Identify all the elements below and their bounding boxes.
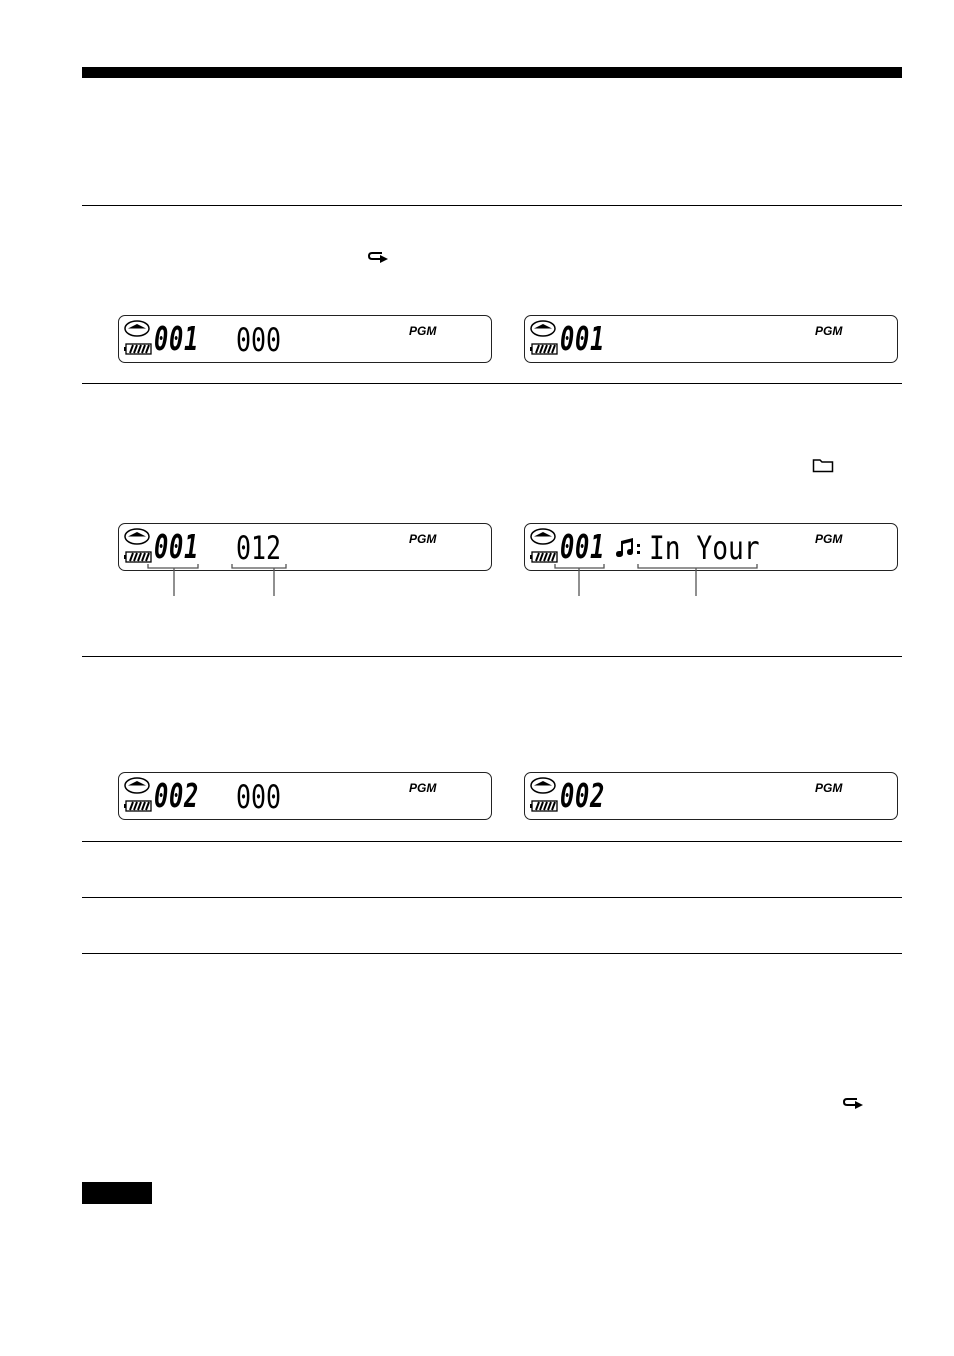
track-number: 001 (560, 527, 606, 566)
disc-icon (530, 320, 556, 337)
lcd-display (118, 315, 492, 363)
repeat-icon (368, 250, 390, 266)
track-count: 000 (236, 321, 282, 359)
callout-brackets (140, 563, 310, 597)
track-number: 002 (154, 776, 200, 815)
lcd-display (524, 315, 898, 363)
track-number: 001 (154, 319, 200, 358)
callout-brackets (548, 563, 768, 597)
battery-icon (530, 551, 558, 563)
disc-icon (530, 528, 556, 545)
track-number: 002 (560, 776, 606, 815)
section-divider (82, 205, 902, 206)
track-number: 001 (560, 319, 606, 358)
battery-icon (530, 343, 558, 355)
repeat-icon (843, 1096, 865, 1112)
track-title: In Your (649, 529, 760, 567)
pgm-indicator: PGM (815, 781, 843, 795)
notes-label-block (82, 1182, 152, 1204)
music-note-icon (615, 537, 643, 559)
disc-icon (124, 320, 150, 337)
battery-icon (124, 551, 152, 563)
battery-icon (124, 343, 152, 355)
disc-icon (124, 777, 150, 794)
pgm-indicator: PGM (409, 781, 437, 795)
header-bar (82, 67, 902, 78)
pgm-indicator: PGM (815, 532, 843, 546)
track-count: 000 (236, 778, 282, 816)
disc-icon (124, 528, 150, 545)
section-divider (82, 953, 902, 954)
battery-icon (124, 800, 152, 812)
section-divider (82, 841, 902, 842)
track-count: 012 (236, 529, 282, 567)
disc-icon (530, 777, 556, 794)
folder-icon (812, 457, 834, 473)
pgm-indicator: PGM (409, 532, 437, 546)
pgm-indicator: PGM (409, 324, 437, 338)
pgm-indicator: PGM (815, 324, 843, 338)
battery-icon (530, 800, 558, 812)
lcd-display (524, 772, 898, 820)
section-divider (82, 656, 902, 657)
track-number: 001 (154, 527, 200, 566)
section-divider (82, 897, 902, 898)
section-divider (82, 383, 902, 384)
lcd-display (118, 772, 492, 820)
